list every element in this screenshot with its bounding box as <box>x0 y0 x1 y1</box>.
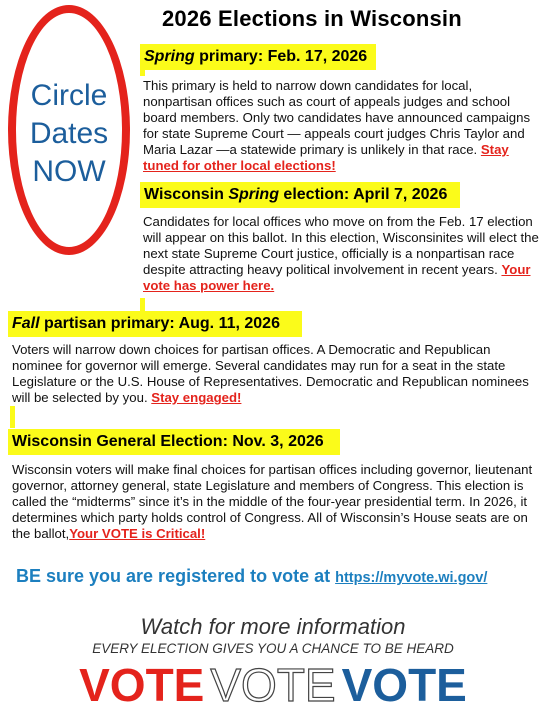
vote-word-outline: VOTE <box>210 659 336 711</box>
fall-primary-text: Voters will narrow down choices for partisan offices. A Democratic and Republican nominee for governor will emerge. Several candidates may run for a seat in the state Legislature or the U.S. House of Representatives. Democratic and Republican nominees will be selected by you. <box>12 342 529 405</box>
spring-primary-body <box>143 78 541 174</box>
myvote-link[interactable]: https://myvote.wi.gov/ <box>335 570 488 586</box>
spring-election-body <box>143 214 541 294</box>
register-line <box>16 566 541 587</box>
register-text: BE sure you are registered to vote at <box>16 566 336 586</box>
dates-word: Dates <box>29 117 109 150</box>
spring-primary-heading-rest: primary: Feb. 17, 2026 <box>194 48 368 65</box>
spring-primary-text: This primary is held to narrow down candidates for local, nonpartisan offices such as court of appeals judges and school board members. Only two candidates have announced campaigns for state Supreme Court — appeals court judges Chris Taylor and Maria Lazar —a statewide primary is unlikely in that race. <box>143 78 531 157</box>
circle-dates-now-text <box>8 77 130 191</box>
fall-primary-body <box>12 342 540 406</box>
now-word: NOW <box>32 155 106 188</box>
spring-election-heading <box>140 182 460 208</box>
fall-primary-heading-em: Fall <box>12 315 40 332</box>
spring-election-heading-em: Spring <box>228 186 279 203</box>
vote-banner <box>0 659 546 711</box>
highlight-accent-bar <box>140 70 145 76</box>
page-title: 2026 Elections in Wisconsin <box>162 6 462 31</box>
spring-primary-heading-em: Spring <box>144 48 195 65</box>
vote-word-red: VOTE <box>79 659 205 711</box>
spring-election-heading-pre: Wisconsin <box>144 186 229 203</box>
spring-primary-callout: Stay tuned for other local elections! <box>143 142 509 173</box>
general-election-body <box>12 462 540 542</box>
general-election-heading: Wisconsin General Election: Nov. 3, 2026 <box>8 429 340 455</box>
fall-primary-callout: Stay engaged! <box>151 390 242 405</box>
spring-election-text: Candidates for local offices who move on from the Feb. 17 election will appear on this ballot. In this election, Wisconsinites will elect the next state Supreme Court justice, officially is a nonpartisan race despite attracting heavy political involvement in recent years. <box>143 214 539 277</box>
highlight-accent-bar <box>10 406 15 428</box>
fall-primary-heading <box>8 311 302 337</box>
spring-election-callout: Your vote has power here. <box>143 262 531 293</box>
every-election-tagline: EVERY ELECTION GIVES YOU A CHANCE TO BE HEARD <box>92 641 454 656</box>
highlight-accent-bar <box>140 298 145 312</box>
circle-word: Circle <box>30 79 108 112</box>
general-election-callout: Your VOTE is Critical! <box>69 526 206 541</box>
watch-for-info: Watch for more information <box>140 614 406 639</box>
fall-primary-heading-rest: partisan primary: Aug. 11, 2026 <box>39 315 280 332</box>
spring-primary-heading <box>140 44 376 70</box>
general-election-text: Wisconsin voters will make final choices for partisan offices including governor, lieutenant governor, attorney general, state Legislature and members of Congress. This election is called the “midterms” since it’s in the middle of the four-year presidential term. In 2026, it determines which party holds control of Congress. All of Wisconsin’s House seats are on the ballot, <box>12 462 533 541</box>
vote-word-blue: VOTE <box>341 659 467 711</box>
spring-election-heading-rest: election: April 7, 2026 <box>278 186 448 203</box>
